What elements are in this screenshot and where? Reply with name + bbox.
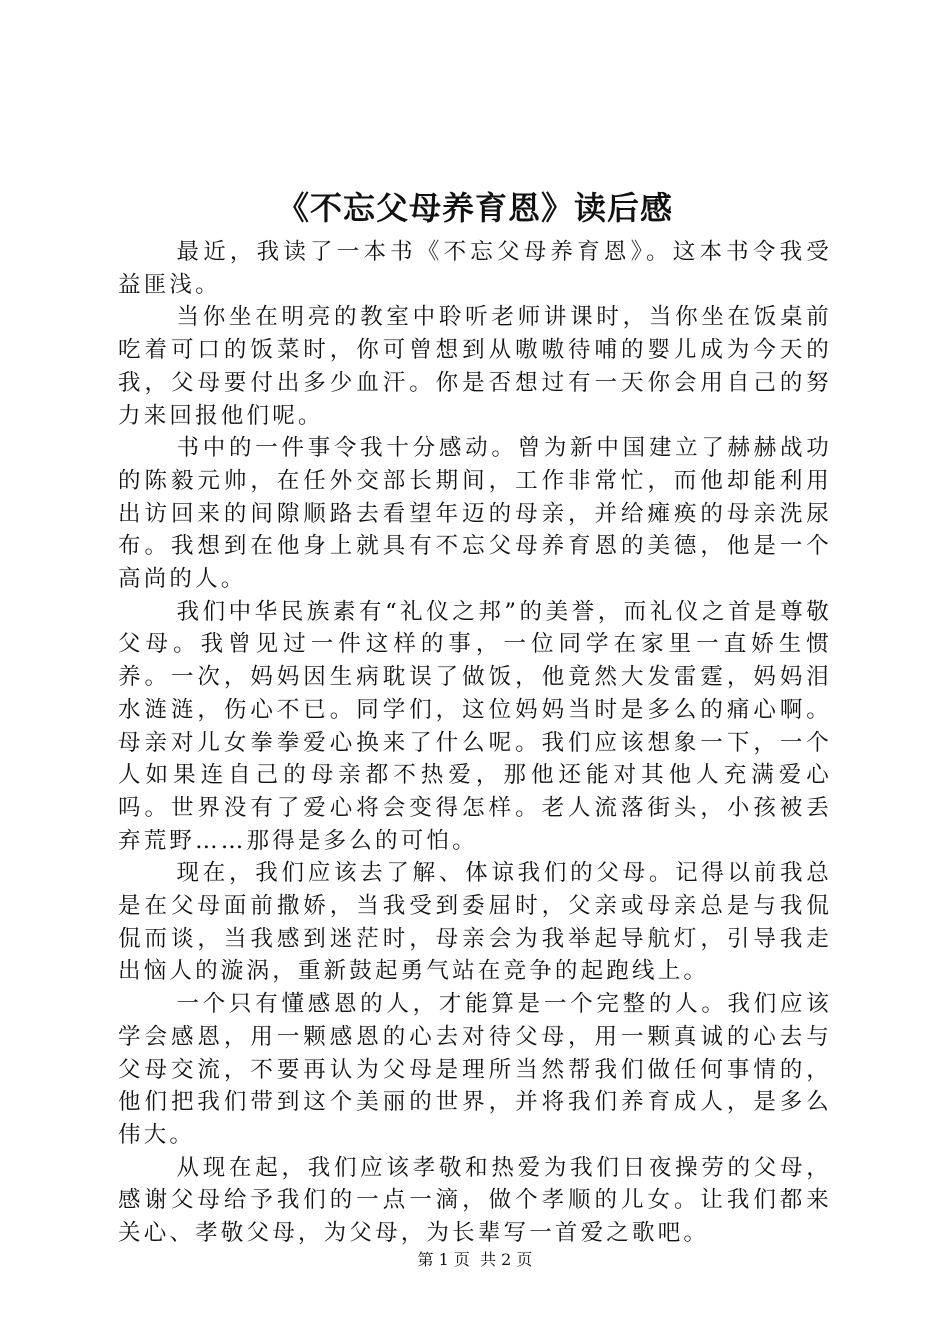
paragraph-1: 最近，我读了一本书《不忘父母养育恩》。这本书令我受益匪浅。: [118, 239, 832, 298]
page-footer: [0, 1250, 950, 1270]
paragraph-6: 一个只有懂感恩的人，才能算是一个完整的人。我们应该学会感恩，用一颗感恩的心去对待父母，用一颗真诚的心去与父母交流，不要再认为父母是理所当然帮我们做任何事情的，他们把我们带到这个美丽的世界，并将我们养育成人，是多么伟大。: [118, 991, 832, 1148]
paragraph-7: 从现在起，我们应该孝敬和热爱为我们日夜操劳的父母，感谢父母给予我们的一点一滴，做个孝顺的儿女。让我们都来关心、孝敬父母，为父母，为长辈写一首爱之歌吧。: [118, 1154, 832, 1247]
paragraph-5: 现在，我们应该去了解、体谅我们的父母。记得以前我总是在父母面前撒娇，当我受到委屈时，父亲或母亲总是与我侃侃而谈，当我感到迷茫时，母亲会为我举起导航灯，引导我走出恼人的漩涡，重新鼓起勇气站在竞争的起跑线上。: [118, 860, 832, 985]
document-body: [118, 236, 832, 1250]
document-title: 《不忘父母养育恩》读后感: [276, 189, 673, 227]
paragraph-2: 当你坐在明亮的教室中聆听老师讲课时，当你坐在饭桌前吃着可口的饭菜时，你可曾想到从嗷嗷待哺的婴儿成为今天的我，父母要付出多少血汗。你是否想过有一天你会用自己的努力来回报他们呢。: [118, 304, 832, 429]
paragraph-3: 书中的一件事令我十分感动。曾为新中国建立了赫赫战功的陈毅元帅，在任外交部长期间，工作非常忙，而他却能利用出访回来的间隙顺路去看望年迈的母亲，并给瘫痪的母亲洗尿布。我想到在他身上就具有不忘父母养育恩的美德，他是一个高尚的人。: [118, 435, 832, 593]
page-total: 共 2 页: [480, 1250, 533, 1269]
page-number: 第 1 页: [417, 1250, 470, 1269]
paragraph-4: 我们中华民族素有“礼仪之邦”的美誉，而礼仪之首是尊敬父母。我曾见过一件这样的事，一位同学在家里一直娇生惯养。一次，妈妈因生病耽误了做饭，他竟然大发雷霆，妈妈泪水涟涟，伤心不已。同学们，这位妈妈当时是多么的痛心啊。母亲对儿女拳拳爱心换来了什么呢。我们应该想象一下，一个人如果连自己的母亲都不热爱，那他还能对其他人充满爱心吗。世界没有了爱心将会变得怎样。老人流落街头，小孩被丢弃荒野……那得是多么的可怕。: [118, 598, 832, 854]
